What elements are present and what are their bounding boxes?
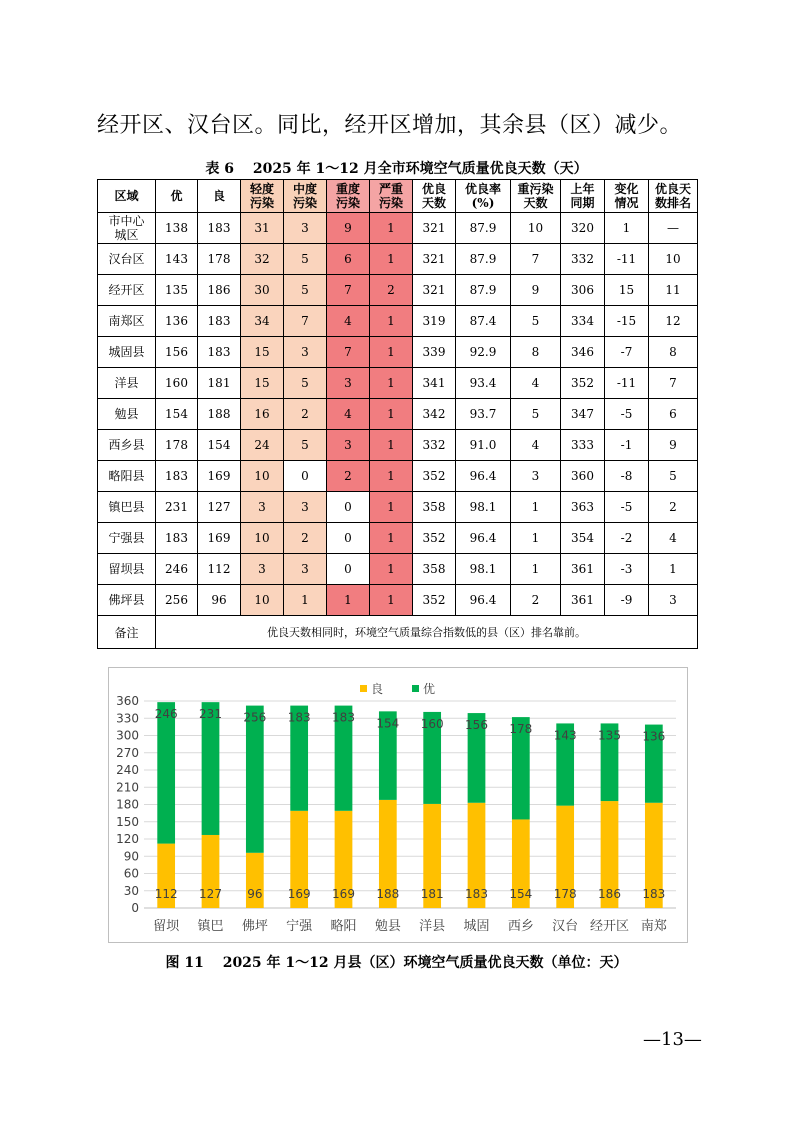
table-cell: 188	[198, 399, 241, 430]
table-cell: 31	[241, 213, 284, 244]
table-cell: 1	[370, 585, 413, 616]
table-cell: 24	[241, 430, 284, 461]
table-cell: 15	[241, 368, 284, 399]
data-label-excellent: 135	[598, 728, 621, 743]
table-cell: 91.0	[456, 430, 511, 461]
table-cell: 1	[370, 213, 413, 244]
column-header: 良	[198, 180, 241, 213]
table-caption: 表 6 2025 年 1～12 月全市环境空气质量优良天数（天）	[205, 161, 588, 177]
table-cell: 138	[156, 213, 198, 244]
table-cell: 3	[511, 461, 561, 492]
table-cell: 231	[156, 492, 198, 523]
table-cell: 183	[198, 213, 241, 244]
table-note-row	[98, 616, 698, 649]
table-cell: 2	[284, 399, 327, 430]
table-cell: 87.9	[456, 213, 511, 244]
x-tick-label: 留坝	[153, 919, 180, 934]
table-row	[98, 399, 698, 430]
table-cell: 9	[327, 213, 370, 244]
table-cell: 11	[649, 275, 698, 306]
table-cell: 5	[511, 306, 561, 337]
data-label-good: 181	[420, 887, 444, 901]
data-label-excellent: 143	[553, 728, 577, 743]
table-cell: 135	[156, 275, 198, 306]
x-tick-label: 西乡	[507, 919, 534, 934]
table-cell: 352	[561, 368, 605, 399]
table-cell: 10	[649, 244, 698, 275]
table-cell: -5	[605, 492, 649, 523]
table-row	[98, 461, 698, 492]
table-cell: 96.4	[456, 585, 511, 616]
table-cell: 156	[156, 337, 198, 368]
table-row	[98, 585, 698, 616]
table-cell: 30	[241, 275, 284, 306]
table-cell: 勉县	[98, 399, 156, 430]
x-tick-label: 城固	[463, 919, 490, 934]
table-cell: 10	[241, 523, 284, 554]
table-cell: 256	[156, 585, 198, 616]
table-cell: 1	[370, 430, 413, 461]
table-cell: 178	[198, 244, 241, 275]
table-cell: 347	[561, 399, 605, 430]
air-quality-table	[97, 179, 698, 649]
column-header: 轻度 污染	[241, 180, 284, 213]
table-cell: 1	[511, 523, 561, 554]
table-cell: 5	[284, 368, 327, 399]
table-cell: 361	[561, 585, 605, 616]
table-cell: 333	[561, 430, 605, 461]
table-cell: 1	[370, 554, 413, 585]
table-cell: 169	[198, 461, 241, 492]
table-cell: 1	[370, 306, 413, 337]
data-label-good: 188	[376, 887, 400, 901]
table-cell: 1	[511, 492, 561, 523]
table-cell: 3	[241, 554, 284, 585]
table-cell: 87.9	[456, 275, 511, 306]
column-header: 中度 污染	[284, 180, 327, 213]
table-cell: 7	[511, 244, 561, 275]
y-tick-label: 300	[116, 728, 139, 743]
table-cell: 3	[284, 492, 327, 523]
table-cell: 183	[156, 461, 198, 492]
data-label-excellent: 246	[154, 707, 178, 722]
table-row	[98, 337, 698, 368]
bar-excellent	[202, 702, 220, 835]
table-cell: 12	[649, 306, 698, 337]
bar-excellent	[157, 702, 175, 843]
table-cell: 15	[605, 275, 649, 306]
x-tick-label: 略阳	[330, 919, 357, 934]
column-header: 上年 同期	[561, 180, 605, 213]
table-cell: 15	[241, 337, 284, 368]
table-cell: 1	[370, 337, 413, 368]
table-cell: 城固县	[98, 337, 156, 368]
table-cell: 87.4	[456, 306, 511, 337]
data-label-good: 112	[154, 887, 178, 901]
y-tick-label: 120	[116, 832, 139, 846]
table-cell: 183	[198, 306, 241, 337]
data-label-excellent: 136	[642, 729, 666, 744]
table-cell: 6	[649, 399, 698, 430]
y-tick-label: 150	[116, 814, 139, 829]
table-cell: 1	[370, 399, 413, 430]
y-tick-label: 270	[116, 745, 139, 760]
table-cell: 352	[413, 461, 456, 492]
table-cell: 3	[327, 430, 370, 461]
table-cell: 3	[284, 554, 327, 585]
table-cell: 4	[511, 368, 561, 399]
data-label-excellent: 178	[509, 722, 533, 737]
table-cell: 92.9	[456, 337, 511, 368]
table-cell: 34	[241, 306, 284, 337]
table-cell: 5	[511, 399, 561, 430]
data-label-good: 183	[465, 887, 488, 901]
table-cell: 321	[413, 244, 456, 275]
table-cell: 1	[370, 244, 413, 275]
note-label: 备注	[98, 616, 156, 649]
table-cell: 10	[511, 213, 561, 244]
y-tick-label: 60	[123, 866, 139, 881]
table-cell: 361	[561, 554, 605, 585]
y-tick-label: 330	[116, 711, 139, 726]
table-cell: 186	[198, 275, 241, 306]
x-tick-label: 汉台	[552, 919, 579, 934]
table-cell: 留坝县	[98, 554, 156, 585]
y-tick-label: 30	[123, 883, 139, 898]
table-cell: -11	[605, 244, 649, 275]
table-cell: 1	[511, 554, 561, 585]
table-row	[98, 244, 698, 275]
table-cell: 宁强县	[98, 523, 156, 554]
data-label-excellent: 256	[243, 710, 267, 725]
table-cell: 346	[561, 337, 605, 368]
y-tick-label: 360	[116, 694, 139, 708]
table-cell: 98.1	[456, 492, 511, 523]
table-cell: 0	[327, 492, 370, 523]
table-cell: 1	[327, 585, 370, 616]
data-label-excellent: 183	[332, 710, 355, 725]
data-label-good: 169	[287, 887, 311, 901]
y-tick-label: 90	[123, 849, 139, 864]
table-cell: -11	[605, 368, 649, 399]
table-cell: 3	[284, 337, 327, 368]
table-cell: 西乡县	[98, 430, 156, 461]
table-cell: 154	[156, 399, 198, 430]
table-cell: 321	[413, 213, 456, 244]
data-label-good: 154	[509, 887, 533, 901]
table-cell: 332	[561, 244, 605, 275]
data-label-good: 183	[642, 887, 666, 901]
legend-label: 良	[371, 682, 384, 696]
table-cell: 镇巴县	[98, 492, 156, 523]
table-cell: 320	[561, 213, 605, 244]
x-tick-label: 宁强	[286, 919, 313, 934]
table-cell: 341	[413, 368, 456, 399]
table-cell: 98.1	[456, 554, 511, 585]
column-header: 优良天 数排名	[649, 180, 698, 213]
note-text: 优良天数相同时，环境空气质量综合指数低的县（区）排名靠前。	[156, 616, 698, 649]
column-header: 变化 情况	[605, 180, 649, 213]
table-cell: 112	[198, 554, 241, 585]
table-cell: 3	[284, 213, 327, 244]
table-cell: 334	[561, 306, 605, 337]
table-cell: 96	[198, 585, 241, 616]
table-cell: 1	[370, 492, 413, 523]
stacked-bar-chart	[108, 667, 686, 941]
data-label-excellent: 154	[376, 716, 400, 731]
y-tick-label: 180	[116, 797, 139, 812]
table-cell: 1	[370, 368, 413, 399]
column-header: 严重 污染	[370, 180, 413, 213]
table-cell: 8	[511, 337, 561, 368]
legend-swatch	[360, 685, 367, 692]
x-tick-label: 洋县	[419, 919, 446, 934]
table-cell: 10	[241, 585, 284, 616]
table-row	[98, 275, 698, 306]
table-cell: 洋县	[98, 368, 156, 399]
table-cell: 4	[327, 306, 370, 337]
table-cell: 9	[649, 430, 698, 461]
data-label-excellent: 183	[287, 710, 311, 725]
table-cell: 5	[649, 461, 698, 492]
table-cell: 352	[413, 523, 456, 554]
table-cell: -8	[605, 461, 649, 492]
y-tick-label: 210	[116, 780, 139, 795]
table-cell: 1	[370, 461, 413, 492]
table-cell: 358	[413, 492, 456, 523]
table-row	[98, 306, 698, 337]
table-cell: 汉台区	[98, 244, 156, 275]
table-cell: -7	[605, 337, 649, 368]
table-cell: 7	[649, 368, 698, 399]
table-cell: 136	[156, 306, 198, 337]
table-row	[98, 554, 698, 585]
table-cell: 169	[198, 523, 241, 554]
table-row	[98, 492, 698, 523]
table-cell: 南郑区	[98, 306, 156, 337]
data-label-good: 186	[598, 887, 621, 901]
table-cell: 332	[413, 430, 456, 461]
table-cell: 339	[413, 337, 456, 368]
column-header: 优	[156, 180, 198, 213]
table-cell: 市中心 城区	[98, 213, 156, 244]
column-header: 优良率 (%)	[456, 180, 511, 213]
table-cell: 354	[561, 523, 605, 554]
x-tick-label: 镇巴	[197, 919, 224, 934]
table-cell: 363	[561, 492, 605, 523]
table-cell: -15	[605, 306, 649, 337]
table-cell: 246	[156, 554, 198, 585]
table-cell: 8	[649, 337, 698, 368]
table-cell: 321	[413, 275, 456, 306]
table-cell: 143	[156, 244, 198, 275]
table-header-row	[98, 180, 698, 213]
x-tick-label: 佛坪	[241, 919, 268, 934]
column-header: 区域	[98, 180, 156, 213]
table-row	[98, 430, 698, 461]
table-cell: 2	[284, 523, 327, 554]
table-cell: 7	[284, 306, 327, 337]
table-cell: 3	[241, 492, 284, 523]
table-cell: 181	[198, 368, 241, 399]
y-tick-label: 0	[131, 901, 139, 915]
table-cell: 306	[561, 275, 605, 306]
table-cell: 96.4	[456, 461, 511, 492]
table-cell: 3	[649, 585, 698, 616]
table-cell: -2	[605, 523, 649, 554]
table-cell: 93.7	[456, 399, 511, 430]
table-cell: 6	[327, 244, 370, 275]
table-cell: 2	[370, 275, 413, 306]
table-cell: 87.9	[456, 244, 511, 275]
legend-swatch	[412, 685, 419, 692]
table-cell: 1	[649, 554, 698, 585]
table-cell: 5	[284, 275, 327, 306]
x-tick-label: 南郑	[640, 919, 667, 934]
legend-label: 优	[423, 682, 436, 696]
table-cell: 2	[511, 585, 561, 616]
table-cell: 经开区	[98, 275, 156, 306]
column-header: 重污染 天数	[511, 180, 561, 213]
table-cell: 319	[413, 306, 456, 337]
table-cell: -1	[605, 430, 649, 461]
table-cell: 360	[561, 461, 605, 492]
table-cell: 4	[649, 523, 698, 554]
table-cell: 352	[413, 585, 456, 616]
table-cell: 3	[327, 368, 370, 399]
data-label-good: 96	[247, 887, 263, 901]
data-label-good: 169	[332, 887, 355, 901]
table-cell: 1	[284, 585, 327, 616]
table-cell: 0	[327, 523, 370, 554]
table-cell: 342	[413, 399, 456, 430]
table-cell: 0	[284, 461, 327, 492]
table-cell: 178	[156, 430, 198, 461]
y-tick-label: 240	[116, 763, 139, 777]
table-cell: 93.4	[456, 368, 511, 399]
data-label-good: 127	[199, 887, 222, 901]
table-cell: 0	[327, 554, 370, 585]
column-header: 重度 污染	[327, 180, 370, 213]
data-label-excellent: 156	[465, 718, 488, 733]
table-cell: 1	[370, 523, 413, 554]
column-header: 优良 天数	[413, 180, 456, 213]
data-label-excellent: 231	[199, 707, 222, 722]
table-cell: 佛坪县	[98, 585, 156, 616]
table-cell: 16	[241, 399, 284, 430]
table-cell: 略阳县	[98, 461, 156, 492]
table-cell: 183	[198, 337, 241, 368]
table-cell: -9	[605, 585, 649, 616]
data-label-excellent: 160	[420, 716, 444, 731]
figure-caption: 图 11 2025 年 1～12 月县（区）环境空气质量优良天数（单位：天）	[165, 955, 628, 971]
table-row	[98, 368, 698, 399]
table-cell: 154	[198, 430, 241, 461]
x-tick-label: 勉县	[374, 919, 401, 934]
table-cell: -5	[605, 399, 649, 430]
x-tick-label: 经开区	[589, 919, 630, 934]
bar-excellent	[246, 706, 264, 853]
table-row	[98, 213, 698, 244]
table-cell: -3	[605, 554, 649, 585]
table-cell: 2	[327, 461, 370, 492]
table-cell: 160	[156, 368, 198, 399]
table-cell: 4	[511, 430, 561, 461]
data-label-good: 178	[553, 887, 577, 901]
table-cell: 2	[649, 492, 698, 523]
intro-paragraph: 经开区、汉台区。同比，经开区增加，其余县（区）减少。	[97, 113, 683, 138]
table-cell: 9	[511, 275, 561, 306]
table-cell: 96.4	[456, 523, 511, 554]
table-cell: 7	[327, 337, 370, 368]
table-row	[98, 523, 698, 554]
table-cell: 127	[198, 492, 241, 523]
table-cell: —	[649, 213, 698, 244]
table-cell: 4	[327, 399, 370, 430]
table-cell: 10	[241, 461, 284, 492]
page-number: —13—	[643, 1029, 702, 1050]
table-cell: 7	[327, 275, 370, 306]
table-cell: 5	[284, 244, 327, 275]
table-cell: 358	[413, 554, 456, 585]
table-cell: 1	[605, 213, 649, 244]
table-cell: 183	[156, 523, 198, 554]
table-cell: 5	[284, 430, 327, 461]
table-cell: 32	[241, 244, 284, 275]
